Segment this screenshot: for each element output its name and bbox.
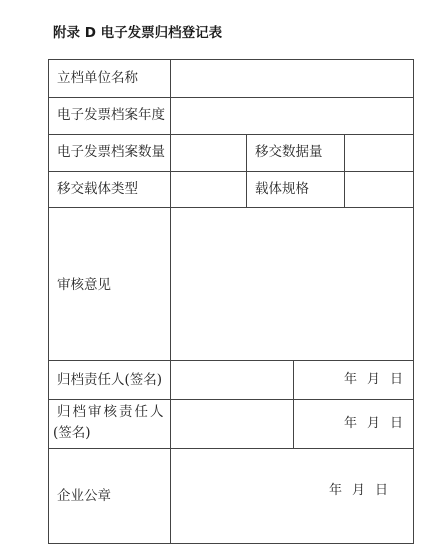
reviewer-signature-field[interactable] [171,400,293,448]
day-text: 日 [390,416,404,431]
archive-year-label: 电子发票档案年度 [57,107,165,123]
carrier-type-field[interactable] [171,172,246,207]
year-text: 年 [344,372,358,387]
month-text: 月 [367,416,381,431]
unit-name-label: 立档单位名称 [57,70,138,86]
month-text: 月 [367,372,381,387]
company-seal-label: 企业公章 [57,488,111,504]
carrier-spec-field[interactable] [345,172,413,207]
archive-registration-form [48,59,414,544]
seal-date[interactable] [329,482,388,500]
reviewer-signature-label-line2: (签名) [53,425,91,441]
archive-year-field[interactable] [171,98,413,134]
day-text: 日 [375,483,389,498]
day-text: 日 [390,372,404,387]
transfer-size-label: 移交数据量 [255,144,323,160]
archive-count-label: 电子发票档案数量 [57,144,165,160]
review-opinion-field[interactable] [171,208,413,360]
month-text: 月 [352,483,366,498]
mid-column-divider [246,134,247,207]
reviewer-signature-label-line1: 归档审核责任人 [57,404,166,420]
transfer-size-field[interactable] [345,135,413,171]
date-column-divider [293,360,294,448]
year-text: 年 [344,416,358,431]
unit-name-field[interactable] [171,60,413,97]
reviewer-date[interactable] [344,415,403,433]
archive-count-field[interactable] [171,135,246,171]
year-text: 年 [329,483,343,498]
archivist-date[interactable] [344,371,403,389]
archivist-signature-field[interactable] [171,361,293,399]
review-opinion-label: 审核意见 [57,277,111,293]
archivist-signature-label: 归档责任人(签名) [57,372,163,388]
carrier-spec-label: 载体规格 [255,181,309,197]
page-title: 附录 D 电子发票归档登记表 [53,25,223,41]
carrier-type-label: 移交载体类型 [57,181,138,197]
